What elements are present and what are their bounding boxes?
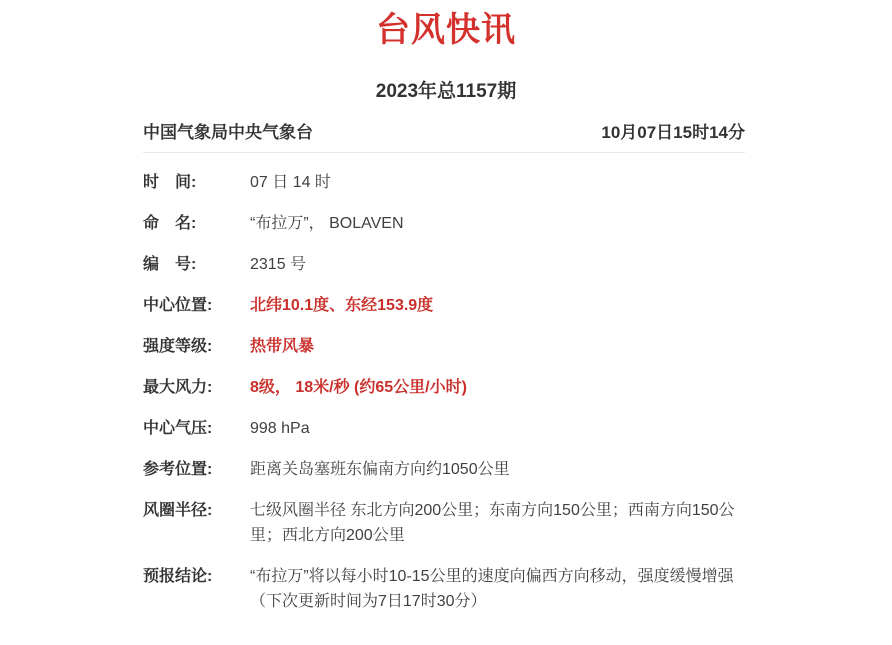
agency-header — [143, 122, 745, 153]
field-label: 编 号: — [143, 256, 197, 273]
field-label: 预报结论: — [143, 568, 213, 585]
field-value-highlight: 北纬10.1度、东经153.9度 — [250, 297, 434, 314]
field-value: 七级风圈半径 东北方向200公里；东南方向150公里；西南方向150公里；西北方向200公里 — [250, 502, 735, 544]
field-label: 最大风力: — [143, 379, 213, 396]
bulletin-content — [143, 122, 745, 614]
field-value — [250, 564, 745, 614]
forecast-update-note: （下次更新时间为7日17时30分） — [250, 593, 487, 610]
field-row-number — [143, 252, 745, 277]
field-row-pressure — [143, 416, 745, 441]
field-value: 距离关岛塞班东偏南方向约1050公里 — [250, 461, 510, 478]
issue-number: 2023年总1157期 — [375, 81, 517, 102]
field-value: 998 hPa — [250, 420, 310, 437]
field-label: 中心位置: — [143, 297, 213, 314]
field-row-wind-circle — [143, 498, 745, 548]
field-row-forecast — [143, 564, 745, 614]
field-value: “布拉万”， BOLAVEN — [250, 215, 404, 232]
field-label: 中心气压: — [143, 420, 213, 437]
typhoon-bulletin — [0, 12, 892, 645]
field-label: 时 间: — [143, 174, 197, 191]
field-value: 2315 号 — [250, 256, 307, 273]
field-label: 命 名: — [143, 215, 197, 232]
page-title: 台风快讯 — [376, 11, 516, 49]
field-row-name — [143, 211, 745, 236]
agency-name: 中国气象局中央气象台 — [143, 123, 313, 142]
field-label: 参考位置: — [143, 461, 213, 478]
publish-time: 10月07日15时14分 — [601, 123, 745, 142]
field-label: 强度等级: — [143, 338, 213, 355]
field-value-highlight: 热带风暴 — [250, 338, 315, 355]
field-value: 07 日 14 时 — [250, 174, 331, 191]
forecast-text: “布拉万”将以每小时10-15公里的速度向偏西方向移动，强度缓慢增强 — [250, 568, 734, 585]
field-row-max-wind — [143, 375, 745, 400]
field-row-reference-position — [143, 457, 745, 482]
field-row-intensity — [143, 334, 745, 359]
field-list — [143, 170, 745, 614]
field-value-highlight: 8级， 18米/秒 (约65公里/小时) — [250, 379, 467, 396]
field-label: 风圈半径: — [143, 502, 213, 519]
field-row-time — [143, 170, 745, 195]
field-row-center-position — [143, 293, 745, 318]
